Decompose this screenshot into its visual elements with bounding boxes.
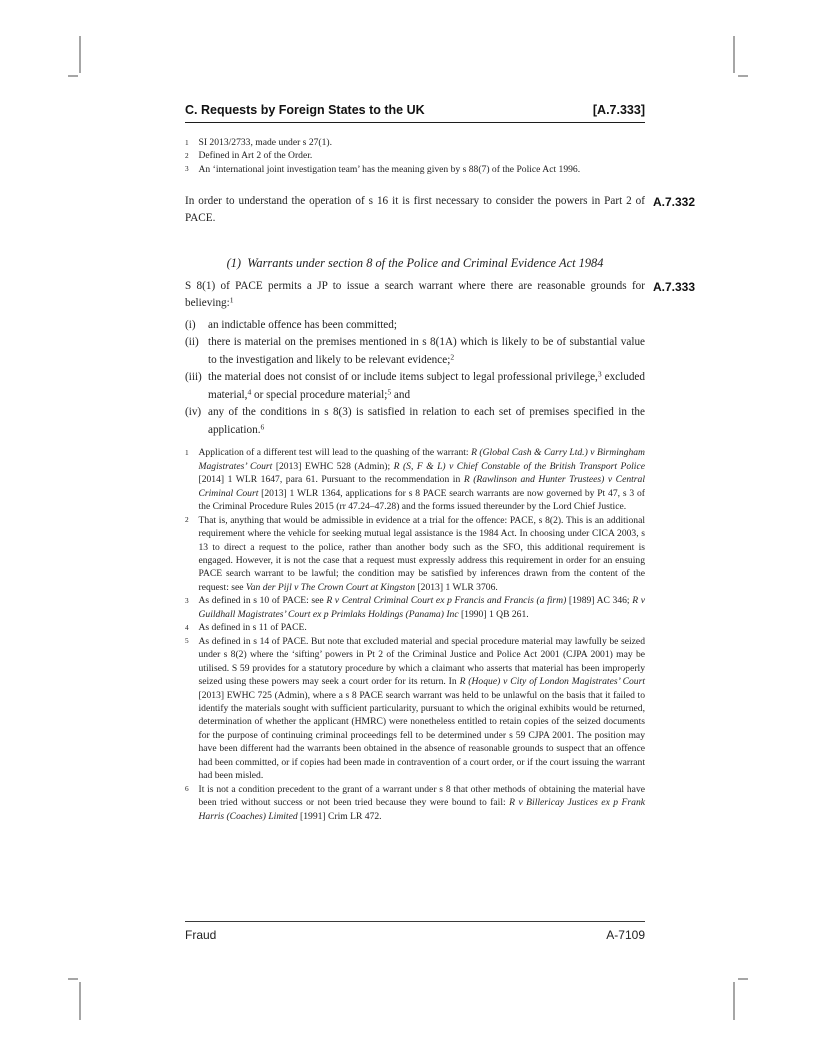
paragraph-a7333-text: S 8(1) of PACE permits a JP to issue a search warrant where there are reasonable grounds for believing:$^1$ bbox=[185, 279, 645, 310]
footnote-number: 5 bbox=[185, 636, 189, 646]
footnote bbox=[185, 446, 645, 513]
footnote-number: 2 bbox=[185, 150, 189, 160]
running-header-title: C. Requests by Foreign States to the UK bbox=[185, 103, 425, 117]
footnote-text: As defined in s 11 of PACE. bbox=[198, 622, 307, 634]
footnote bbox=[185, 621, 645, 634]
paragraph-a7332-text: In order to understand the operation of s 16 it is first necessary to consider the powers in Part 2 of PACE. bbox=[185, 194, 645, 225]
carryover-footnotes bbox=[185, 136, 645, 176]
footnote-text: It is not a condition precedent to the grant of a warrant under s 8 that other methods of obtaining the material have been tried without success or not been tried because they were bound to fail: R v Billericay Justices ex p Frank Harris (Coaches) Limited [1991] Crim LR 472. bbox=[198, 783, 645, 822]
list-item-text: any of the conditions in s 8(3) is satisfied in relation to each set of premises specified in the application.$^6$ bbox=[208, 406, 645, 436]
crop-mark-top-left-vertical bbox=[79, 36, 81, 73]
footnote bbox=[185, 635, 645, 783]
footnote-text: As defined in s 10 of PACE: see R v Central Criminal Court ex p Francis and Francis (a firm) [1989] AC 346; R v Guildhall Magistrates’ Court ex p Primlaks Holdings (Panama) Inc [1990] 1 QB 261. bbox=[198, 595, 645, 620]
footnote bbox=[185, 594, 645, 621]
paragraph-a7333 bbox=[185, 278, 696, 313]
running-header-paragraph-ref: [A.7.333] bbox=[592, 103, 645, 117]
margin-ref-a7332: A.7.332 bbox=[653, 195, 696, 210]
list-item-marker: (iv) bbox=[185, 406, 202, 419]
footnote-number: 3 bbox=[185, 164, 189, 174]
list-item bbox=[185, 369, 645, 404]
footnote-number: 1 bbox=[185, 137, 189, 147]
crop-mark-top-right-vertical bbox=[733, 36, 735, 73]
list-item-marker: (i) bbox=[185, 318, 196, 331]
footer-book-title: Fraud bbox=[185, 928, 217, 942]
conditions-list bbox=[185, 317, 645, 440]
footnote-number: 6 bbox=[185, 784, 189, 794]
crop-mark-bottom-right-vertical bbox=[733, 982, 735, 1020]
carryover-footnote bbox=[185, 136, 645, 149]
footnote-text: Defined in Art 2 of the Order. bbox=[198, 150, 313, 162]
footnote-text: As defined in s 14 of PACE. But note that excluded material and special procedure material may lawfully be seized under s 8(2) where the ‘sifting’ powers in Pt 2 of the Criminal Justice and Police Act 2001 (CJPA 2001) may be utilised. S 59 provides for a statutory procedure by which a claimant who asserts that material has been improperly seized using these powers may seek a court order for its return. In R (Hoque) v City of London Magistrates’ Court [2013] EWHC 725 (Admin), where a s 8 PACE search warrant was held to be unlawful on the basis that it failed to identify the materials sought with sufficient particularity, pursuant to which the original exhibits would be returned, determination of whether the applicant (HMRC) were nonetheless entitled to retain copies of the seized documents for the purpose of continuing criminal proceedings fell to be determined under s 59 CJPA 2001. The position may have been different had the warrants been obtained in the absence of reasonable grounds to suspect that an offence had been committed, or if copies had been made in contravention of a court order, or if the court issuing the warrant had been misled. bbox=[198, 635, 645, 782]
footnote-number: 3 bbox=[185, 595, 189, 605]
page-footer bbox=[185, 921, 645, 942]
list-item-marker: (ii) bbox=[185, 336, 199, 349]
crop-mark-bottom-right-horizontal bbox=[738, 978, 748, 980]
footnote-number: 1 bbox=[185, 447, 189, 457]
list-item-marker: (iii) bbox=[185, 371, 202, 384]
margin-ref-a7333: A.7.333 bbox=[653, 280, 696, 295]
crop-mark-bottom-left-vertical bbox=[79, 982, 81, 1020]
crop-mark-top-left-horizontal bbox=[68, 75, 78, 77]
footnote bbox=[185, 783, 645, 823]
footnote-number: 2 bbox=[185, 515, 189, 525]
carryover-footnote bbox=[185, 163, 645, 176]
footnote-text: SI 2013/2733, made under s 27(1). bbox=[198, 137, 332, 148]
list-item bbox=[185, 404, 645, 439]
list-item bbox=[185, 334, 645, 369]
carryover-footnote bbox=[185, 149, 645, 162]
footnote-text: That is, anything that would be admissible in evidence at a trial for the offence: PACE, s 8(2). This is an additional requirement where the vehicle for seeking mutual legal assistance is the 1984 Act. In choosing under CICA 2003, s 13 to direct a request to the police, rather than another body such as the SFO, this additional requirement is engaged. However, it is not the case that a request must expressly address this requirement in order for an ensuing PACE search warrant to be lawful; the condition may be satisfied by inferences drawn from the content of the request: see Van der Pijl v The Crown Court at Kingston [2013] 1 WLR 3706. bbox=[198, 514, 645, 593]
list-item bbox=[185, 317, 645, 335]
list-item-text: an indictable offence has been committed; bbox=[208, 318, 397, 331]
footnote bbox=[185, 514, 645, 595]
crop-mark-bottom-left-horizontal bbox=[68, 978, 78, 980]
footer-page-number: A-7109 bbox=[606, 928, 645, 942]
paragraph-a7332 bbox=[185, 193, 696, 228]
list-item-text: there is material on the premises mentioned in s 8(1A) which is likely to be of substantial value to the investigation and likely to be relevant evidence;$^2$ bbox=[208, 336, 645, 366]
section-heading: (1) Warrants under section 8 of the Police and Criminal Evidence Act 1984 bbox=[226, 255, 604, 270]
footnote-text: Application of a different test will lead to the quashing of the warrant: R (Global Cash & Carry Ltd.) v Birmingham Magistrates’ Court [2013] EWHC 528 (Admin); R (S, F & L) v Chief Constable of the British Transport Police [2014] 1 WLR 1647, para 61. Pursuant to the recommendation in R (Rawlinson and Hunter Trustees) v Central Criminal Court [2013] 1 WLR 1364, applications for s 8 PACE search warrants are now governed by Pt 47, s 3 of the Criminal Procedure Rules 2015 (rr 47.24–47.28) and the forms issued thereunder by the Lord Chief Justice. bbox=[198, 447, 645, 513]
footnote-number: 4 bbox=[185, 622, 189, 632]
list-item-text: the material does not consist of or include items subject to legal professional privilege,$^3$ excluded material,$^4$ or special procedure material;$^5$ and bbox=[208, 369, 645, 401]
footnote-text: An ‘international joint investigation team’ has the meaning given by s 88(7) of the Police Act 1996. bbox=[198, 163, 581, 175]
footnotes-section bbox=[185, 446, 645, 823]
crop-mark-top-right-horizontal bbox=[738, 75, 748, 77]
running-header bbox=[185, 102, 645, 123]
page-content bbox=[185, 0, 696, 823]
